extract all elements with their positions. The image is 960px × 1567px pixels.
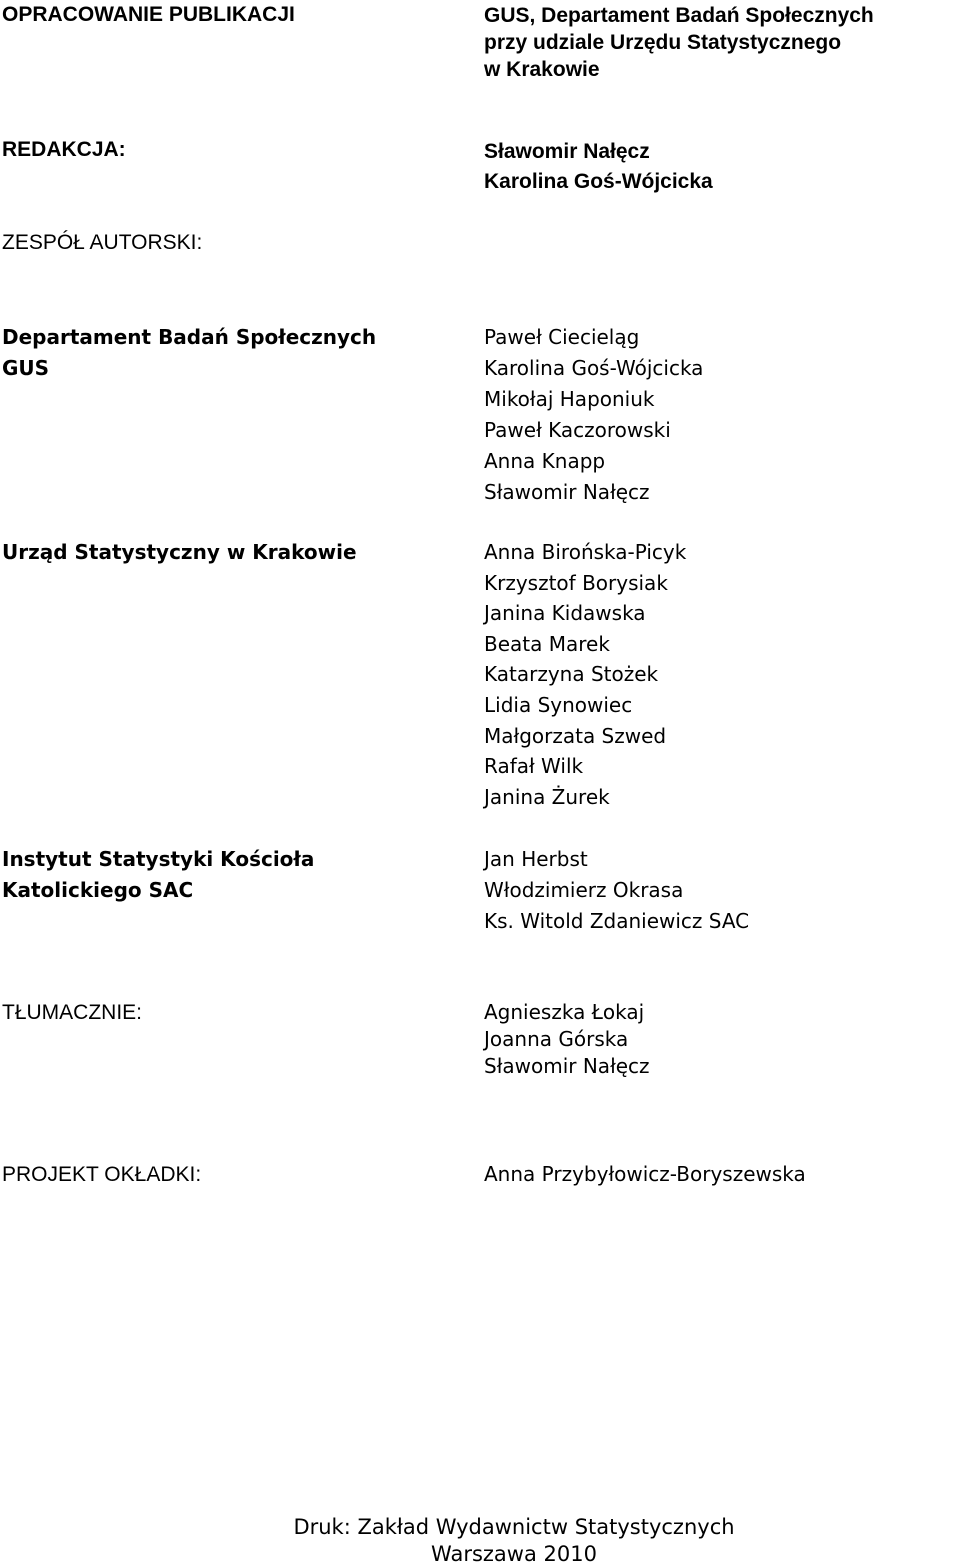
- author-institution: [2, 322, 376, 384]
- publication-line: GUS, Departament Badań Społecznych: [484, 4, 874, 27]
- author-name: Karolina Goś-Wójcicka: [484, 356, 704, 380]
- institution-line: Instytut Statystyki Kościoła: [2, 847, 315, 871]
- author-name: Mikołaj Haponiuk: [484, 387, 655, 411]
- author-name: Rafał Wilk: [484, 754, 584, 779]
- cover-designer: Anna Przybyłowicz-Boryszewska: [484, 1162, 806, 1186]
- author-name: Włodzimierz Okrasa: [484, 878, 684, 902]
- institution-line: GUS: [2, 356, 50, 380]
- editors-list: [484, 137, 713, 197]
- author-institution: [2, 537, 357, 568]
- translation-label: TŁUMACZNIE:: [2, 1001, 143, 1024]
- publication-label: OPRACOWANIE PUBLIKACJI: [2, 3, 295, 26]
- author-name: Paweł Ciecieląg: [484, 325, 640, 349]
- translation-list: [484, 999, 650, 1080]
- translator-name: Sławomir Nałęcz: [484, 1054, 650, 1078]
- author-name: Lidia Synowiec: [484, 692, 633, 717]
- authors-label: ZESPÓŁ AUTORSKI:: [2, 231, 203, 254]
- author-institution: [2, 844, 314, 906]
- author-name: Jan Herbst: [484, 847, 588, 871]
- editors-label: REDAKCJA:: [2, 138, 126, 161]
- author-members: [484, 537, 686, 812]
- editor-name: Karolina Goś-Wójcicka: [484, 170, 713, 193]
- translator-name: Agnieszka Łokaj: [484, 1000, 645, 1024]
- author-name: Anna Birońska-Picyk: [484, 540, 687, 564]
- publication-credit: [484, 2, 874, 83]
- footer-place: Warszawa 2010: [431, 1542, 597, 1566]
- author-name: Paweł Kaczorowski: [484, 418, 671, 442]
- footer-printer: Druk: Zakład Wydawnictw Statystycznych: [293, 1515, 735, 1539]
- institution-line: Katolickiego SAC: [2, 878, 194, 902]
- author-name: Ks. Witold Zdaniewicz SAC: [484, 909, 750, 933]
- publication-line: przy udziale Urzędu Statystycznego: [484, 31, 842, 54]
- author-name: Anna Knapp: [484, 449, 606, 473]
- author-name: Krzysztof Borysiak: [484, 570, 668, 595]
- publication-line: w Krakowie: [484, 58, 600, 81]
- author-name: Sławomir Nałęcz: [484, 480, 650, 504]
- author-members: [484, 322, 703, 508]
- author-name: Janina Żurek: [484, 784, 610, 809]
- institution-line: Urząd Statystyczny w Krakowie: [2, 540, 357, 564]
- translator-name: Joanna Górska: [484, 1027, 629, 1051]
- author-name: Janina Kidawska: [484, 601, 646, 626]
- author-members: [484, 844, 749, 937]
- author-name: Beata Marek: [484, 631, 610, 656]
- cover-label: PROJEKT OKŁADKI:: [2, 1163, 202, 1186]
- editor-name: Sławomir Nałęcz: [484, 140, 650, 163]
- author-name: Katarzyna Stożek: [484, 662, 659, 687]
- institution-line: Departament Badań Społecznych: [2, 325, 377, 349]
- author-name: Małgorzata Szwed: [484, 723, 667, 748]
